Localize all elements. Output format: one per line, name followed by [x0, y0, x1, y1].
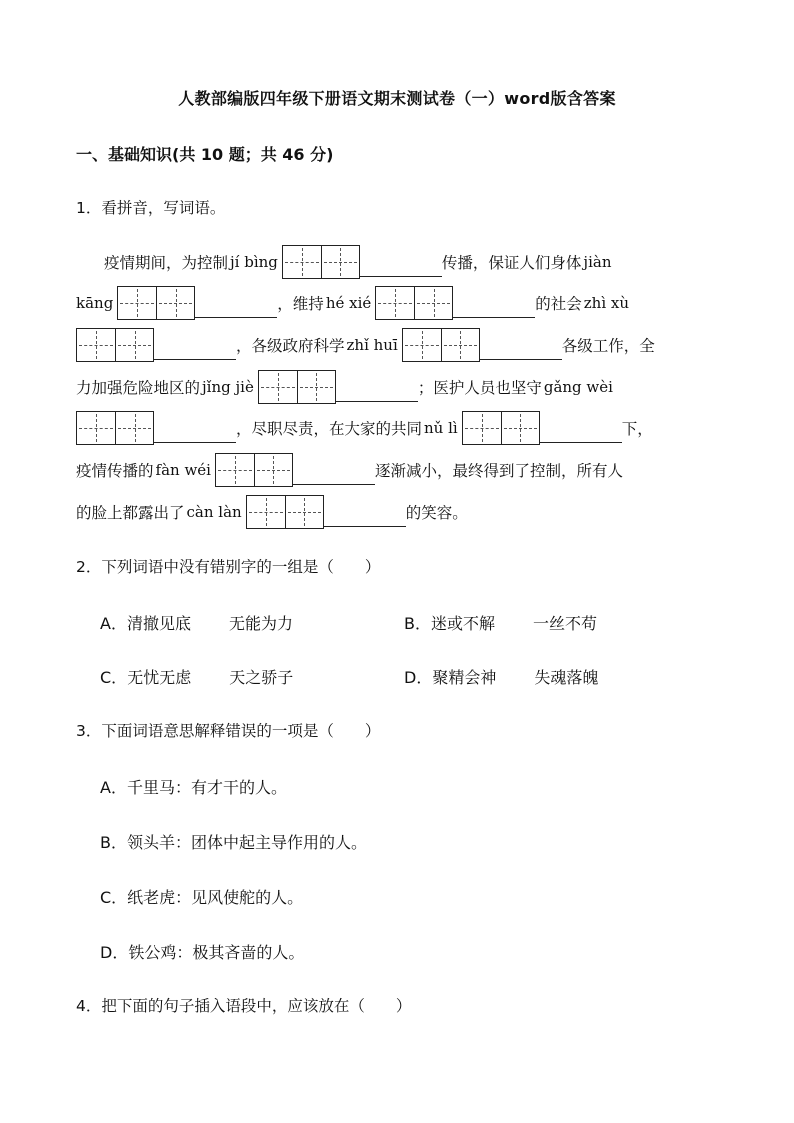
- question-2-prompt: 2．下列词语中没有错别字的一组是（ ）: [76, 558, 381, 576]
- answer-grid[interactable]: [117, 286, 195, 320]
- passage-line: kāng ，维持 hé xié 的社会 zhì xù: [76, 284, 718, 322]
- answer-grid[interactable]: [215, 453, 293, 487]
- pinyin: hé xié: [325, 294, 372, 312]
- section-heading: 一、基础知识(共 10 题；共 46 分): [76, 145, 334, 164]
- answer-blank[interactable]: [293, 483, 375, 485]
- page-title: 人教部编版四年级下册语文期末测试卷（一）word版含答案: [178, 89, 616, 108]
- pinyin: gǎng wèi: [543, 378, 613, 396]
- answer-blank[interactable]: [195, 316, 277, 318]
- pinyin: jiàn: [583, 253, 612, 271]
- answer-blank[interactable]: [336, 400, 418, 402]
- option-c[interactable]: C．纸老虎：见风使舵的人。: [100, 888, 304, 907]
- answer-grid[interactable]: [76, 411, 154, 445]
- passage-line: 力加强危险地区的 jǐng jiè ；医护人员也坚守 gǎng wèi: [76, 368, 718, 406]
- answer-blank[interactable]: [324, 525, 406, 527]
- answer-grid[interactable]: [282, 245, 360, 279]
- answer-grid[interactable]: [76, 328, 154, 362]
- passage-line: ，尽职尽责，在大家的共同 nǔ lì 下，: [76, 409, 718, 447]
- option-a[interactable]: A．千里马：有才干的人。: [100, 778, 287, 797]
- answer-blank[interactable]: [540, 441, 622, 443]
- answer-grid[interactable]: [402, 328, 480, 362]
- answer-blank[interactable]: [360, 275, 442, 277]
- option-d[interactable]: D．铁公鸡：极其吝啬的人。: [100, 943, 305, 962]
- option-d[interactable]: D．聚精会神 失魂落魄: [404, 668, 599, 687]
- pinyin: nǔ lì: [424, 419, 458, 437]
- pinyin: zhì xù: [583, 294, 630, 312]
- answer-grid[interactable]: [258, 370, 336, 404]
- answer-grid[interactable]: [462, 411, 540, 445]
- option-b[interactable]: B．迷或不解 一丝不苟: [404, 614, 598, 633]
- answer-grid[interactable]: [375, 286, 453, 320]
- answer-blank[interactable]: [453, 316, 535, 318]
- option-c[interactable]: C．无忧无虑 天之骄子: [100, 668, 294, 687]
- passage-line: 疫情传播的 fàn wéi 逐渐减小，最终得到了控制，所有人: [76, 451, 718, 489]
- answer-grid[interactable]: [246, 495, 324, 529]
- passage-line: 的脸上都露出了 càn làn 的笑容。: [76, 493, 718, 531]
- option-b[interactable]: B．领头羊：团体中起主导作用的人。: [100, 833, 367, 852]
- option-a[interactable]: A．清撤见底 无能为力: [100, 614, 293, 633]
- question-3-prompt: 3．下面词语意思解释错误的一项是（ ）: [76, 722, 381, 740]
- pinyin: càn làn: [186, 503, 242, 521]
- pinyin: jí bìng: [230, 253, 278, 271]
- answer-blank[interactable]: [154, 441, 236, 443]
- passage-line: 疫情期间，为控制 jí bìng 传播，保证人们身体 jiàn: [76, 243, 718, 281]
- pinyin: zhǐ huī: [346, 336, 398, 354]
- answer-blank[interactable]: [154, 358, 236, 360]
- answer-blank[interactable]: [480, 358, 562, 360]
- passage-line: ，各级政府科学 zhǐ huī 各级工作，全: [76, 326, 718, 364]
- pinyin: jǐng jiè: [202, 378, 254, 396]
- pinyin: fàn wéi: [155, 461, 211, 479]
- question-4-prompt: 4．把下面的句子插入语段中，应该放在（ ）: [76, 997, 412, 1015]
- pinyin: kāng: [76, 294, 114, 312]
- question-1-prompt: 1．看拼音，写词语。: [76, 199, 226, 217]
